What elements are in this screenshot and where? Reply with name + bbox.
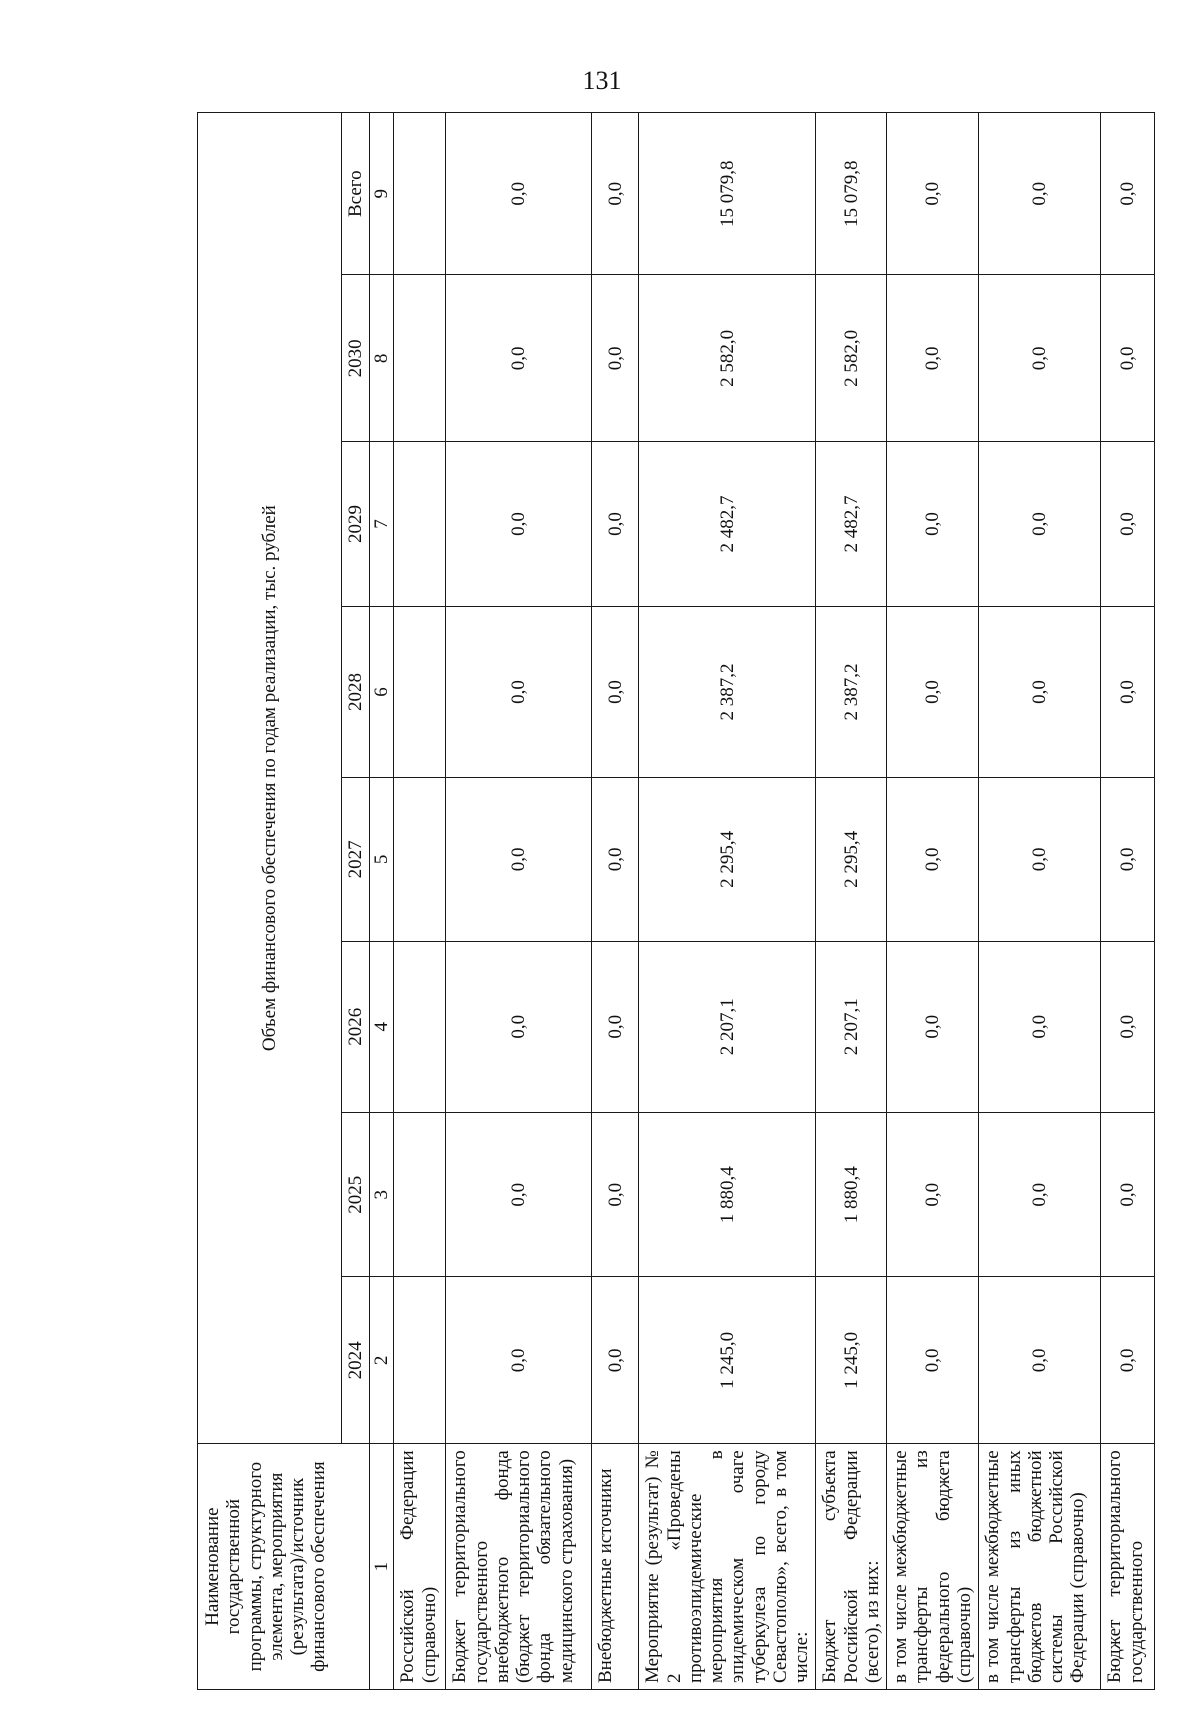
row-value: 0,0: [1101, 606, 1155, 777]
table-row: [592, 113, 639, 1690]
row-value: 0,0: [979, 606, 1101, 777]
row-value: 2 387,2: [639, 606, 816, 777]
row-label: Мероприятие (результат) № 2 «Проведены противоэпидемические мероприятия в эпидемическом очаге туберкулеза по городу Севастополю», всего, в том числе:: [639, 1444, 816, 1690]
row-value: 0,0: [592, 778, 639, 941]
row-value: [394, 442, 446, 607]
row-value: 0,0: [887, 606, 979, 777]
row-value: 2 387,2: [816, 606, 887, 777]
table-row: [1101, 113, 1155, 1690]
row-value: 0,0: [592, 275, 639, 442]
row-value: 2 295,4: [639, 778, 816, 941]
row-value: 0,0: [979, 778, 1101, 941]
column-number: 4: [370, 941, 394, 1112]
year-header: 2027: [342, 778, 370, 941]
row-value: 1 245,0: [816, 1277, 887, 1444]
year-header: 2024: [342, 1277, 370, 1444]
row-value: 15 079,8: [816, 113, 887, 275]
row-value: 0,0: [887, 442, 979, 607]
row-value: [394, 778, 446, 941]
column-number: 5: [370, 778, 394, 941]
row-value: 0,0: [1101, 941, 1155, 1112]
row-value: 2 482,7: [816, 442, 887, 607]
row-value: 0,0: [887, 1277, 979, 1444]
row-value: 0,0: [446, 941, 592, 1112]
row-label: Бюджет территориального государственного: [1101, 1444, 1155, 1690]
row-value: 2 207,1: [639, 941, 816, 1112]
row-value: [394, 1112, 446, 1277]
row-value: 0,0: [979, 1112, 1101, 1277]
row-value: 2 582,0: [639, 275, 816, 442]
row-value: 2 207,1: [816, 941, 887, 1112]
row-value: 0,0: [446, 442, 592, 607]
row-value: 0,0: [1101, 778, 1155, 941]
row-value: [394, 113, 446, 275]
column-number: 1: [370, 1444, 394, 1690]
row-value: [394, 275, 446, 442]
row-value: 0,0: [887, 941, 979, 1112]
row-label: Российской Федерации (справочно): [394, 1444, 446, 1690]
row-value: 0,0: [1101, 1277, 1155, 1444]
row-value: 1 880,4: [816, 1112, 887, 1277]
row-value: 0,0: [592, 442, 639, 607]
row-value: 0,0: [592, 113, 639, 275]
column-number: 9: [370, 113, 394, 275]
row-value: 0,0: [1101, 442, 1155, 607]
row-value: 0,0: [979, 113, 1101, 275]
header-name-cell: Наименование государственной программы, структурного элемента, мероприятия (результата)/источник финансового обеспечения: [198, 1444, 370, 1690]
row-value: 0,0: [979, 941, 1101, 1112]
page-number: 131: [582, 66, 622, 95]
row-value: 0,0: [979, 1277, 1101, 1444]
column-numbers-row: [370, 113, 394, 1690]
row-value: 0,0: [979, 442, 1101, 607]
year-header: 2026: [342, 941, 370, 1112]
row-label: в том числе межбюджетные трансферты из федерального бюджета (справочно): [887, 1444, 979, 1690]
year-header: Всего: [342, 113, 370, 275]
row-value: [394, 941, 446, 1112]
row-label: Бюджет территориального государственного внебюджетного фонда (бюджет территориального фонда обязательного медицинского страхования): [446, 1444, 592, 1690]
table-row: [887, 113, 979, 1690]
header-main-cell: Объем финансового обеспечения по годам реализации, тыс. рублей: [198, 113, 342, 1444]
row-value: [394, 1277, 446, 1444]
row-value: 2 482,7: [639, 442, 816, 607]
year-header: 2025: [342, 1112, 370, 1277]
row-value: 0,0: [887, 1112, 979, 1277]
row-value: [394, 606, 446, 777]
table-row: [979, 113, 1101, 1690]
row-value: 15 079,8: [639, 113, 816, 275]
column-number: 7: [370, 442, 394, 607]
row-value: 0,0: [446, 778, 592, 941]
row-label: Внебюджетные источники: [592, 1444, 639, 1690]
row-value: 0,0: [1101, 113, 1155, 275]
row-value: 0,0: [446, 606, 592, 777]
year-header: 2028: [342, 606, 370, 777]
table-row: [816, 113, 887, 1690]
rotated-table-wrapper: [197, 112, 1147, 1690]
column-number: 6: [370, 606, 394, 777]
financing-table: [197, 112, 1155, 1690]
row-value: 0,0: [592, 941, 639, 1112]
column-number: 2: [370, 1277, 394, 1444]
row-value: 1 245,0: [639, 1277, 816, 1444]
row-value: 1 880,4: [639, 1112, 816, 1277]
row-value: 0,0: [1101, 275, 1155, 442]
table-row: [639, 113, 816, 1690]
row-value: 2 295,4: [816, 778, 887, 941]
row-value: 2 582,0: [816, 275, 887, 442]
table-row: [394, 113, 446, 1690]
table-row: [446, 113, 592, 1690]
row-label: Бюджет субъекта Российской Федерации (всего), из них:: [816, 1444, 887, 1690]
row-value: 0,0: [446, 1277, 592, 1444]
row-value: 0,0: [887, 275, 979, 442]
row-value: 0,0: [592, 606, 639, 777]
row-value: 0,0: [446, 1112, 592, 1277]
row-value: 0,0: [592, 1112, 639, 1277]
year-header: 2029: [342, 442, 370, 607]
column-number: 3: [370, 1112, 394, 1277]
row-value: 0,0: [887, 113, 979, 275]
row-value: 0,0: [446, 275, 592, 442]
row-value: 0,0: [887, 778, 979, 941]
row-label: в том числе межбюджетные трансферты из иных бюджетов бюджетной системы Российской Федерации (справочно): [979, 1444, 1101, 1690]
row-value: 0,0: [1101, 1112, 1155, 1277]
row-value: 0,0: [979, 275, 1101, 442]
column-number: 8: [370, 275, 394, 442]
header-row: [198, 113, 342, 1690]
row-value: 0,0: [446, 113, 592, 275]
row-value: 0,0: [592, 1277, 639, 1444]
year-header: 2030: [342, 275, 370, 442]
